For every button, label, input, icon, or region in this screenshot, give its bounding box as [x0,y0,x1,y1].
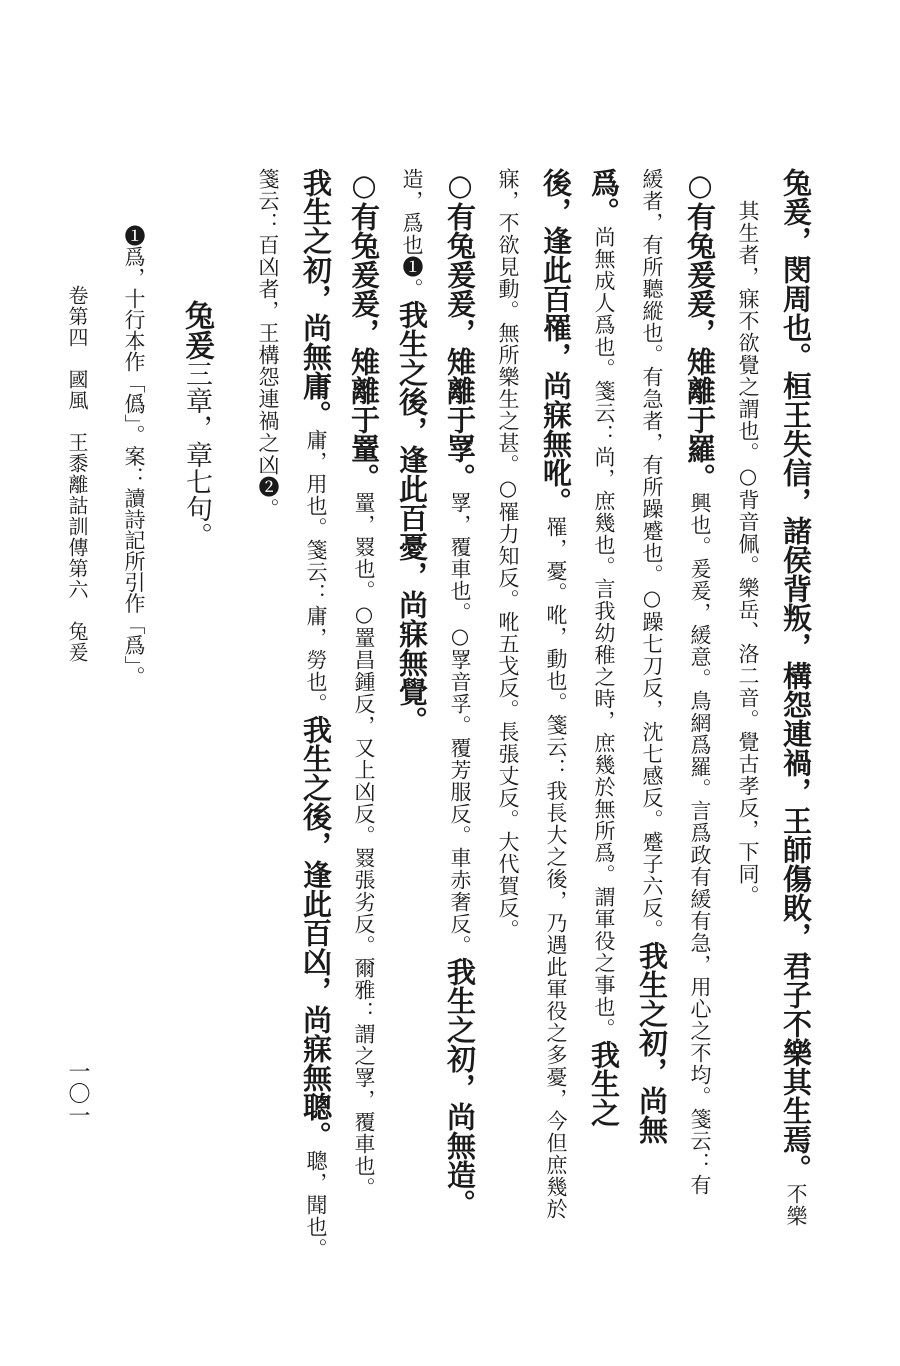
text-column-9 [388,168,436,1308]
text-column-1 [772,168,820,1308]
text-column-4 [628,168,676,1308]
main-text: 我生之 [587,1040,621,1127]
commentary-text: 寐，不欲見動。無所樂生之甚。○罹力知反。吪五戈反。長張丈反。大代賀反。 [496,168,520,941]
main-text-block [215,168,820,1308]
main-text: 爲。 [587,168,621,226]
main-text: ○有兔爰爰，雉離于羅。 [683,168,717,492]
main-text: 我生之初，尚無 [635,941,669,1144]
text-column-2 [724,168,772,1308]
commentary-text: 罿，罬也。○罿昌鍾反，又上凶反。罬張劣反。爾雅：謂之罦，覆車也。 [352,492,376,1199]
commentary-text: 尚無成人爲也。箋云：尚，庶幾也。言我幼稚之時，庶幾於無所爲。謂軍役之事也。 [592,226,616,1040]
poem-chapter-count: 三章，章七句。 [181,360,212,549]
commentary-text: 不樂 [784,1183,808,1227]
commentary-text: 庸，用也。箋云：庸，勞也。 [304,429,328,715]
text-column-11 [292,168,340,1308]
main-text: ○有兔爰爰，雉離于罦。 [443,168,477,492]
main-text: 後，逢此百罹，尚寐無吪。 [539,168,573,516]
main-text: 我生之初，尚無造。 [443,957,477,1218]
footnote: ❶爲，十行本作「僞」。案：讀詩記所引作「爲」。 [122,225,146,687]
commentary-text: 造，爲也❶。 [400,168,424,300]
poem-title: 兔爰 [179,300,214,360]
commentary-text: 箋云：百凶者，王構怨連禍之凶❷。 [256,168,280,520]
main-text: 我生之初，尚無庸。 [299,168,333,429]
page-number: 一〇一 [65,1060,90,1126]
text-column-5 [580,168,628,1308]
poem-summary [170,300,220,600]
main-text: ○有兔爰爰，雉離于罿。 [347,168,381,492]
main-text: 兔爰，閔周也。桓王失信，諸侯背叛，構怨連禍，王師傷敗，君子不樂其生焉。 [779,168,813,1183]
text-column-7 [484,168,532,1308]
commentary-text: 緩者，有所聽縱也。有急者，有所躁蹙也。○躁七刀反，沈七感反。蹙子六反。 [640,168,664,941]
main-text: 我生之後，逢此百憂，尚寐無覺。 [395,300,429,735]
commentary-text: 罹，憂。吪，動也。箋云：我長大之後，乃遇此軍役之多憂，今但庶幾於 [544,516,568,1220]
running-head: 卷第四 國風 王黍離詁訓傳第六 兔爰 [65,285,89,663]
commentary-text: 聰，聞也。 [304,1150,328,1260]
text-column-12 [244,168,292,1308]
text-column-3 [676,168,724,1308]
text-column-6 [532,168,580,1308]
commentary-text: 其生者，寐不欲覺之謂也。○背音佩。樂岳、洛二音。覺古孝反，下同。 [736,200,760,907]
main-text: 我生之後，逢此百凶，尚寐無聰。 [299,715,333,1150]
commentary-text: 罦，覆車也。○罦音孚。覆芳服反。車赤奢反。 [448,492,472,957]
text-column-8 [436,168,484,1308]
text-column-10 [340,168,388,1308]
commentary-text: 興也。爰爰，緩意。鳥網爲羅。言爲政有緩有急，用心之不均。箋云：有 [688,492,712,1196]
